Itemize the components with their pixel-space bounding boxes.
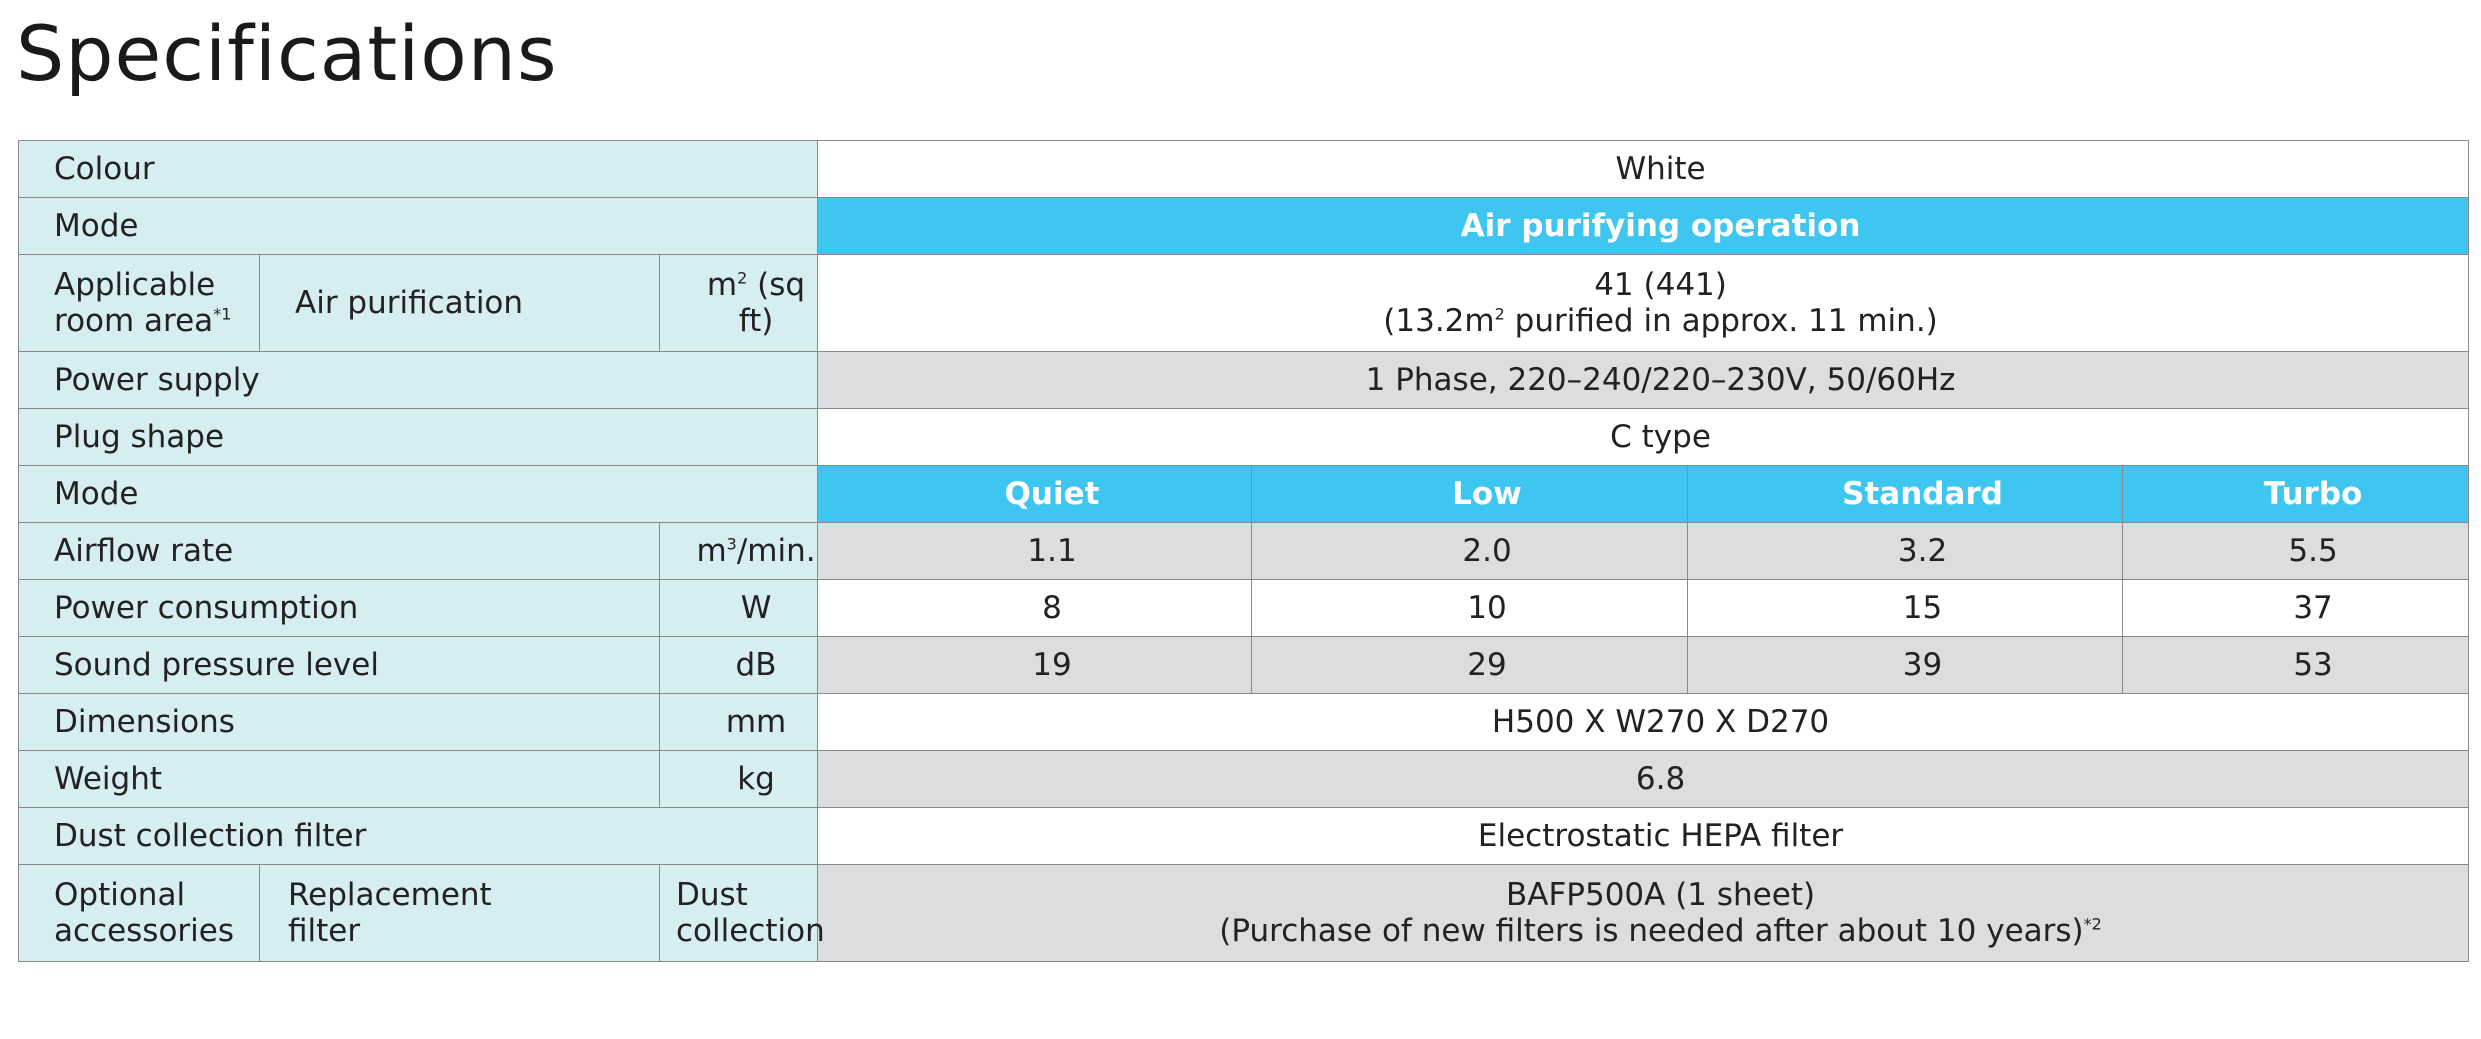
row-plug-shape <box>19 409 2469 466</box>
colour-label: Colour <box>19 141 818 198</box>
plug-shape-label: Plug shape <box>19 409 818 466</box>
power-supply-label: Power supply <box>19 352 818 409</box>
plug-shape-value: C type <box>818 409 2469 466</box>
power-quiet: 8 <box>818 580 1252 637</box>
sound-unit: dB <box>660 637 818 694</box>
power-turbo: 37 <box>2123 580 2469 637</box>
accessories-value <box>818 865 2469 962</box>
row-power-supply <box>19 352 2469 409</box>
power-low: 10 <box>1252 580 1688 637</box>
power-supply-value: 1 Phase, 220–240/220–230V, 50/60Hz <box>818 352 2469 409</box>
room-area-value-line1: 41 (441) <box>1594 267 1727 303</box>
airflow-turbo: 5.5 <box>2123 523 2469 580</box>
row-room-area <box>19 255 2469 352</box>
room-area-footnote: *1 <box>213 304 232 324</box>
row-accessories <box>19 865 2469 962</box>
row-power-consumption <box>19 580 2469 637</box>
room-area-value-line2: ($13.2m^2$ purified in approx. 11 min.) <box>1383 303 1938 339</box>
sound-quiet: 19 <box>818 637 1252 694</box>
mode-label: Mode <box>19 198 818 255</box>
power-consumption-unit: W <box>660 580 818 637</box>
sound-turbo: 53 <box>2123 637 2469 694</box>
power-consumption-label: Power consumption <box>19 580 660 637</box>
row-mode <box>19 198 2469 255</box>
accessories-value-line2: (Purchase of new filters is needed after about 10 years) <box>1219 913 2084 949</box>
replacement-filter-label: Replacement filter <box>260 865 660 962</box>
airflow-label: Airflow rate <box>19 523 660 580</box>
airflow-quiet: 1.1 <box>818 523 1252 580</box>
room-area-value <box>818 255 2469 352</box>
row-filter <box>19 808 2469 865</box>
weight-value: 6.8 <box>818 751 2469 808</box>
mode-low: Low <box>1252 466 1688 523</box>
mode-value: Air purifying operation <box>818 198 2469 255</box>
sound-low: 29 <box>1252 637 1688 694</box>
row-weight <box>19 751 2469 808</box>
accessories-footnote: *2 <box>2083 914 2102 934</box>
filter-label: Dust collection filter <box>19 808 818 865</box>
dust-collection-label: Dust collection <box>660 865 818 962</box>
accessories-label: Optional accessories <box>19 865 260 962</box>
room-area-label-line2: room area <box>54 303 214 339</box>
sound-standard: 39 <box>1688 637 2123 694</box>
specifications-table <box>18 140 2469 962</box>
row-dimensions <box>19 694 2469 751</box>
room-area-unit: $m^2$ (sq ft) <box>660 255 818 352</box>
room-area-label <box>19 255 260 352</box>
row-colour <box>19 141 2469 198</box>
row-sound <box>19 637 2469 694</box>
air-purification-label: Air purification <box>260 255 660 352</box>
accessories-value-line1: BAFP500A (1 sheet) <box>1505 877 1816 913</box>
airflow-standard: 3.2 <box>1688 523 2123 580</box>
filter-value: Electrostatic HEPA filter <box>818 808 2469 865</box>
dimensions-label: Dimensions <box>19 694 660 751</box>
mode-levels-label: Mode <box>19 466 818 523</box>
mode-quiet: Quiet <box>818 466 1252 523</box>
room-area-label-line1: Applicable <box>54 267 216 303</box>
sound-label: Sound pressure level <box>19 637 660 694</box>
weight-unit: kg <box>660 751 818 808</box>
airflow-unit: $m^3/\min$. <box>660 523 818 580</box>
colour-value: White <box>818 141 2469 198</box>
row-airflow <box>19 523 2469 580</box>
airflow-low: 2.0 <box>1252 523 1688 580</box>
weight-label: Weight <box>19 751 660 808</box>
row-mode-levels <box>19 466 2469 523</box>
mode-turbo: Turbo <box>2123 466 2469 523</box>
dimensions-value: H500 X W270 X D270 <box>818 694 2469 751</box>
dimensions-unit: mm <box>660 694 818 751</box>
page-title: Specifications <box>16 9 558 98</box>
mode-standard: Standard <box>1688 466 2123 523</box>
power-standard: 15 <box>1688 580 2123 637</box>
